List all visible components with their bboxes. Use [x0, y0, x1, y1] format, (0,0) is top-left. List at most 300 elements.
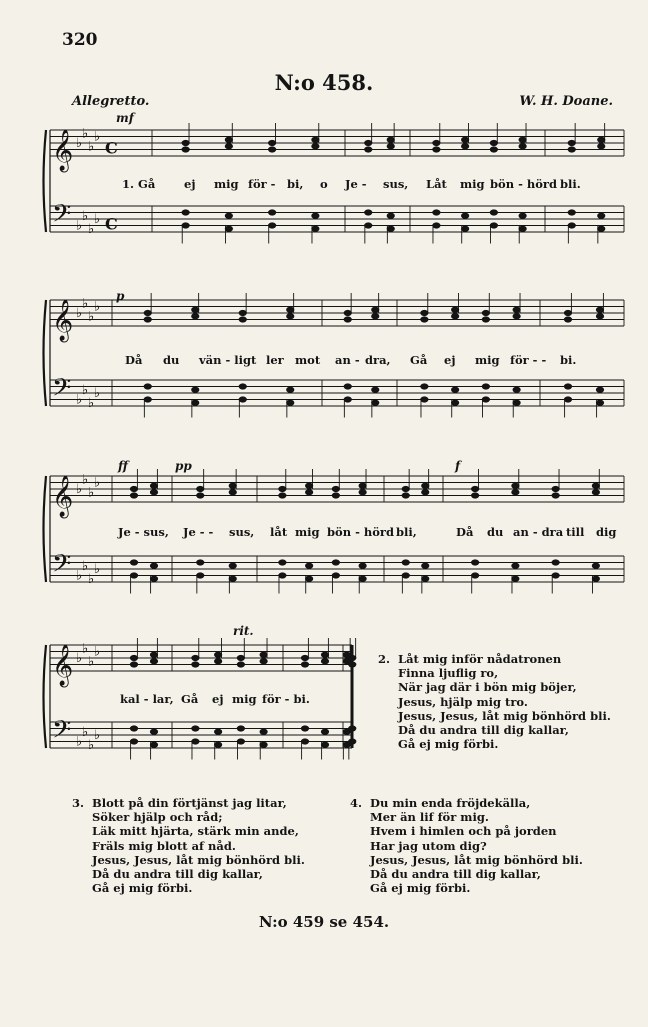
note-head [239, 384, 246, 389]
dynamic-f: f [455, 459, 461, 473]
note-head [239, 317, 246, 322]
lyric-syllable: Gå [181, 692, 199, 706]
note-head [279, 573, 286, 578]
note-head [312, 144, 319, 149]
lyric-syllable: dig [596, 525, 617, 539]
lyric-syllable: sus, [383, 177, 409, 191]
flat-icon: ♭ [82, 472, 89, 488]
system-brace [44, 300, 47, 406]
verse-line: Då du andra till dig kallar, [370, 867, 541, 882]
note-head [359, 563, 366, 568]
lyric-syllable: mig [214, 177, 239, 191]
note-head [402, 486, 409, 491]
note-head [215, 742, 222, 747]
note-head [552, 573, 559, 578]
treble-clef-icon: 𝄞 [52, 476, 74, 517]
footer-reference: N:o 459 se 454. [258, 913, 390, 931]
note-head [402, 560, 409, 565]
lyric-syllable: bön - hörd [490, 177, 557, 191]
note-head [344, 310, 351, 315]
note-head [472, 560, 479, 565]
note-head [513, 400, 520, 405]
note-head [365, 147, 372, 152]
flat-icon: ♭ [82, 641, 89, 657]
note-head [568, 210, 575, 215]
lyric-syllable: bi. [560, 353, 577, 367]
note-head [192, 400, 199, 405]
flat-icon: ♭ [76, 306, 83, 321]
flat-icon: ♭ [82, 558, 89, 574]
note-head [344, 397, 351, 402]
note-head [422, 490, 429, 495]
note-head [312, 137, 319, 142]
note-head [130, 486, 137, 491]
verse-line: Gå ej mig förbi. [398, 737, 499, 752]
note-head [332, 486, 339, 491]
note-head [421, 397, 428, 402]
note-head [225, 137, 232, 142]
flat-icon: ♭ [88, 485, 95, 501]
flat-icon: ♭ [76, 734, 83, 750]
verse-line: Jesus, hjälp mig tro. [398, 694, 528, 709]
note-head [130, 493, 137, 498]
note-head [513, 307, 520, 312]
flat-icon: ♭ [94, 728, 101, 743]
note-head [225, 213, 232, 218]
flat-icon: ♭ [94, 475, 101, 491]
note-head [130, 662, 137, 667]
note-head [519, 226, 526, 231]
verse-line: Jesus, Jesus, låt mig bönhörd bli. [398, 708, 611, 723]
note-head [287, 307, 294, 312]
note-head [306, 563, 313, 568]
note-head [452, 387, 459, 392]
note-head [568, 147, 575, 152]
note-head [421, 384, 428, 389]
lyric-syllable: du [163, 353, 180, 367]
note-head [306, 490, 313, 495]
note-head [150, 729, 157, 734]
note-head [387, 144, 394, 149]
verse-line: Gå ej mig förbi. [92, 881, 193, 896]
flat-icon: ♭ [88, 571, 95, 587]
lyric-syllable: ler [266, 353, 284, 367]
note-head [269, 223, 276, 228]
note-head [321, 652, 328, 657]
lyric-syllable: bön - hörd [327, 525, 394, 539]
tempo-marking: Allegretto. [72, 94, 150, 109]
note-head [452, 400, 459, 405]
note-head [279, 560, 286, 565]
note-head [513, 387, 520, 392]
system-brace [44, 130, 47, 232]
lyric-syllable: sus, [229, 525, 255, 539]
note-head [269, 147, 276, 152]
note-head [422, 563, 429, 568]
page-number: 320 [62, 30, 98, 50]
note-head [519, 144, 526, 149]
note-head [197, 560, 204, 565]
lyric-syllable: till [566, 525, 585, 539]
time-signature-icon: C [105, 214, 118, 234]
note-head [552, 486, 559, 491]
note-head [144, 397, 151, 402]
note-head [150, 659, 157, 664]
flat-icon: ♭ [82, 724, 89, 740]
note-head [343, 729, 350, 734]
verse-line: Hvem i himlen och på jorden [370, 824, 557, 839]
verse-line: Då du andra till dig kallar, [92, 867, 263, 882]
note-head [552, 493, 559, 498]
note-head [239, 310, 246, 315]
note-head [592, 576, 599, 581]
note-head [564, 384, 571, 389]
lyric-syllable: mig [460, 177, 485, 191]
note-head [287, 387, 294, 392]
note-head [359, 490, 366, 495]
note-head [197, 493, 204, 498]
flat-icon: ♭ [88, 309, 95, 325]
note-head [192, 387, 199, 392]
note-head [387, 137, 394, 142]
note-head [598, 213, 605, 218]
bass-clef-icon: 𝄢 [52, 373, 72, 409]
note-head [387, 226, 394, 231]
note-head [365, 140, 372, 145]
note-head [192, 307, 199, 312]
note-head [239, 397, 246, 402]
note-head [552, 560, 559, 565]
note-head [472, 493, 479, 498]
note-head [332, 493, 339, 498]
note-head [192, 739, 199, 744]
lyric-syllable: Gå [410, 353, 428, 367]
note-head [519, 137, 526, 142]
note-head [359, 576, 366, 581]
note-head [592, 490, 599, 495]
verse-line: Läk mitt hjärta, stärk min ande, [92, 824, 299, 839]
dynamic-mf: mf [116, 111, 134, 125]
note-head [490, 210, 497, 215]
note-head [343, 652, 350, 657]
verse-line: Mer än lif för mig. [370, 810, 489, 825]
dynamic-ff: ff [118, 459, 128, 473]
system-brace [44, 645, 47, 748]
note-head [321, 729, 328, 734]
hymn-number: N:o 458. [274, 70, 374, 95]
lyric-syllable: Je - [345, 177, 367, 191]
note-head [490, 223, 497, 228]
dynamic-pp: pp [175, 459, 192, 473]
verse-2 [378, 652, 611, 752]
note-head [287, 400, 294, 405]
flat-icon: ♭ [94, 212, 101, 227]
note-head [359, 483, 366, 488]
note-head [387, 213, 394, 218]
verse-line: Låt mig inför nådatronen [398, 652, 562, 666]
note-head [513, 314, 520, 319]
note-head [433, 223, 440, 228]
verse-number: 2. [378, 652, 391, 666]
note-head [598, 144, 605, 149]
flat-icon: ♭ [88, 139, 95, 155]
lyric-syllable: an - dra [513, 525, 564, 539]
flat-icon: ♭ [88, 395, 95, 411]
note-head [344, 384, 351, 389]
note-head [452, 307, 459, 312]
flat-icon: ♭ [88, 654, 95, 670]
note-head [321, 742, 328, 747]
verse-line: Då du andra till dig kallar, [398, 723, 569, 738]
note-head [343, 742, 350, 747]
note-head [598, 137, 605, 142]
verse-4 [350, 796, 583, 896]
note-head [372, 307, 379, 312]
note-head [422, 576, 429, 581]
note-head [344, 317, 351, 322]
note-head [144, 317, 151, 322]
note-head [229, 563, 236, 568]
lyric-syllable: an - [335, 353, 360, 367]
note-head [372, 400, 379, 405]
note-head [229, 490, 236, 495]
verse-line: Fräls mig blott af nåd. [92, 838, 236, 853]
note-head [260, 652, 267, 657]
lyric-syllable: Je - - [183, 525, 214, 539]
bass-clef-icon: 𝄢 [52, 715, 72, 751]
note-head [182, 147, 189, 152]
note-head [260, 729, 267, 734]
lyric-syllable: mot [295, 353, 321, 367]
note-head [192, 662, 199, 667]
lyric-syllable: dra, [365, 353, 391, 367]
note-head [306, 483, 313, 488]
flat-icon: ♭ [76, 392, 83, 408]
note-head [150, 563, 157, 568]
note-head [490, 140, 497, 145]
lyric-syllable: låt [270, 525, 288, 539]
lyric-syllable: ej [444, 353, 456, 367]
note-head [150, 742, 157, 747]
lyric-syllable: bli. [560, 177, 581, 191]
bass-clef-icon: 𝄢 [52, 199, 72, 235]
verse-line: Finna ljuflig ro, [398, 666, 499, 681]
note-head [332, 560, 339, 565]
note-head [225, 144, 232, 149]
note-head [512, 483, 519, 488]
flat-icon: ♭ [94, 644, 101, 660]
lyric-syllable: 1. Gå [122, 177, 156, 191]
note-head [596, 387, 603, 392]
lyric-syllable: Då [456, 525, 474, 539]
note-head [365, 223, 372, 228]
note-head [482, 317, 489, 322]
lyric-syllable: för - - [510, 353, 547, 367]
note-head [237, 726, 244, 731]
flat-icon: ♭ [82, 126, 89, 142]
note-head [321, 659, 328, 664]
note-head [482, 310, 489, 315]
flat-icon: ♭ [76, 136, 83, 151]
flat-icon: ♭ [76, 568, 83, 584]
note-head [197, 573, 204, 578]
note-head [260, 742, 267, 747]
note-head [301, 739, 308, 744]
treble-clef-icon: 𝄞 [52, 130, 74, 171]
lyric-syllable: för - bi. [262, 692, 310, 706]
lyric-syllable: vän - ligt [199, 353, 257, 367]
note-head [260, 659, 267, 664]
note-head [237, 655, 244, 660]
note-head [596, 400, 603, 405]
lyric-syllable: Låt [426, 177, 447, 191]
note-head [182, 140, 189, 145]
verse-line: När jag där i bön mig böjer, [398, 680, 577, 695]
lyric-syllable: bli, [396, 525, 417, 539]
bass-clef-icon: 𝄢 [52, 549, 72, 585]
flat-icon: ♭ [94, 129, 101, 145]
note-head [150, 652, 157, 657]
note-head [343, 659, 350, 664]
lyric-syllable: mig [232, 692, 257, 706]
note-head [462, 144, 469, 149]
note-head [519, 213, 526, 218]
note-head [421, 310, 428, 315]
note-head [130, 726, 137, 731]
flat-icon: ♭ [94, 386, 101, 401]
dynamic-rit: rit. [233, 624, 254, 638]
note-head [237, 662, 244, 667]
note-head [433, 210, 440, 215]
note-head [482, 397, 489, 402]
verse-line: Söker hjälp och råd; [92, 810, 223, 825]
note-head [225, 226, 232, 231]
note-head [512, 576, 519, 581]
lyric-syllable: o [320, 177, 328, 191]
note-head [215, 729, 222, 734]
note-head [150, 483, 157, 488]
treble-clef-icon: 𝄞 [52, 300, 74, 341]
note-head [472, 486, 479, 491]
note-head [192, 726, 199, 731]
lyric-syllable: bi, [287, 177, 304, 191]
note-head [130, 560, 137, 565]
note-head [422, 483, 429, 488]
note-head [512, 490, 519, 495]
note-head [215, 659, 222, 664]
note-head [596, 314, 603, 319]
time-signature-icon: C [105, 138, 118, 158]
flat-icon: ♭ [88, 221, 95, 237]
note-head [192, 314, 199, 319]
lyric-syllable: för - [248, 177, 276, 191]
note-head [512, 563, 519, 568]
note-head [332, 573, 339, 578]
note-head [592, 563, 599, 568]
flat-icon: ♭ [82, 208, 89, 224]
note-head [564, 397, 571, 402]
note-head [229, 576, 236, 581]
lyric-syllable: ej [184, 177, 196, 191]
note-head [269, 210, 276, 215]
note-head [130, 655, 137, 660]
note-head [301, 655, 308, 660]
lyric-syllable: mig [295, 525, 320, 539]
note-head [452, 314, 459, 319]
note-head [596, 307, 603, 312]
verse-3 [72, 796, 305, 896]
verse-line: Du min enda fröjdekälla, [370, 796, 531, 810]
note-head [237, 739, 244, 744]
flat-icon: ♭ [76, 482, 83, 497]
note-head [144, 310, 151, 315]
verse-line: Gå ej mig förbi. [370, 881, 471, 896]
system-brace [44, 476, 47, 582]
note-head [421, 317, 428, 322]
note-head [215, 652, 222, 657]
note-head [433, 147, 440, 152]
composer: W. H. Doane. [519, 94, 613, 109]
dynamic-p: p [116, 289, 125, 303]
note-head [564, 317, 571, 322]
note-head [130, 739, 137, 744]
lyric-syllable: du [487, 525, 504, 539]
note-head [130, 573, 137, 578]
note-head [279, 486, 286, 491]
note-head [490, 147, 497, 152]
verse-line: Jesus, Jesus, låt mig bönhörd bli. [370, 852, 583, 867]
note-head [197, 486, 204, 491]
note-head [229, 483, 236, 488]
flat-icon: ♭ [76, 218, 83, 234]
note-head [306, 576, 313, 581]
note-head [144, 384, 151, 389]
treble-clef-icon: 𝄞 [52, 645, 74, 686]
flat-icon: ♭ [82, 382, 89, 398]
lyric-syllable: Då [125, 353, 143, 367]
note-head [564, 310, 571, 315]
flat-icon: ♭ [94, 562, 101, 577]
verse-line: Blott på din förtjänst jag litar, [92, 796, 287, 810]
note-head [192, 655, 199, 660]
note-head [182, 223, 189, 228]
note-head [269, 140, 276, 145]
flat-icon: ♭ [88, 737, 95, 753]
note-head [592, 483, 599, 488]
note-head [372, 387, 379, 392]
lyric-syllable: kal - lar, [120, 692, 174, 706]
flat-icon: ♭ [76, 651, 83, 666]
verse-number: 3. [72, 796, 85, 810]
lyric-syllable: mig [475, 353, 500, 367]
note-head [150, 576, 157, 581]
note-head [402, 493, 409, 498]
note-head [372, 314, 379, 319]
verse-line: Har jag utom dig? [370, 838, 487, 853]
note-head [598, 226, 605, 231]
flat-icon: ♭ [94, 299, 101, 315]
note-head [402, 573, 409, 578]
note-head [472, 573, 479, 578]
lyric-syllable: Je - sus, [118, 525, 169, 539]
note-head [462, 226, 469, 231]
note-head [482, 384, 489, 389]
note-head [433, 140, 440, 145]
lyric-syllable: ej [212, 692, 224, 706]
note-head [182, 210, 189, 215]
note-head [301, 726, 308, 731]
note-head [301, 662, 308, 667]
